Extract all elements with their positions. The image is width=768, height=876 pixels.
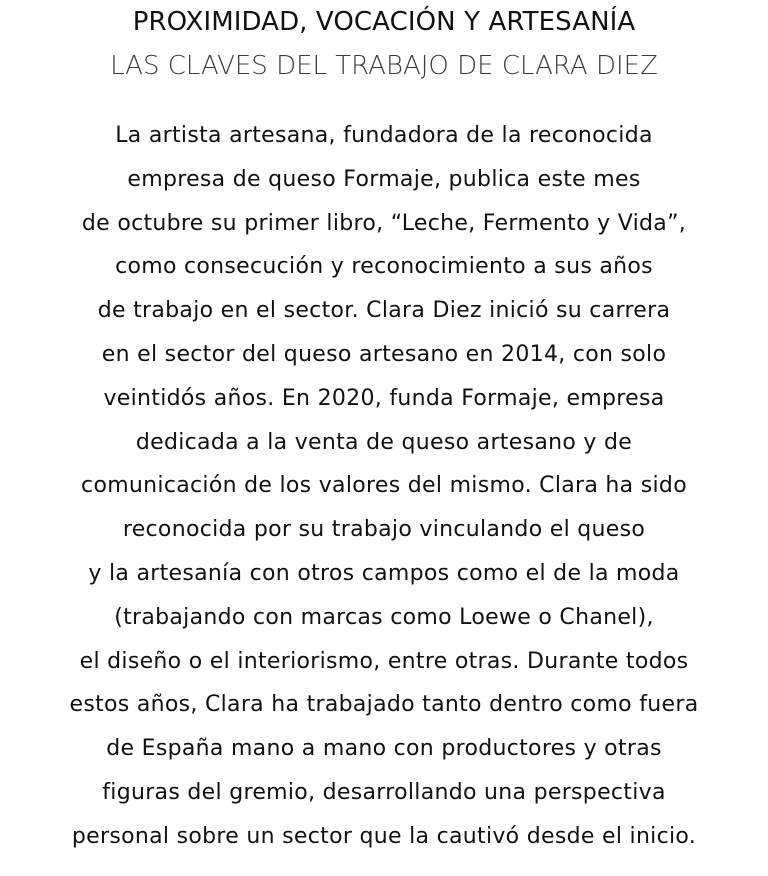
article-title: PROXIMIDAD, VOCACIÓN Y ARTESANÍA — [132, 7, 636, 37]
body-line: y la artesanía con otros campos como el de la moda — [88, 560, 680, 586]
body-line: de España mano a mano con productores y otras — [106, 736, 662, 762]
body-line: figuras del gremio, desarrollando una perspectiva — [102, 779, 666, 805]
body-line: La artista artesana, fundadora de la reconocida — [115, 123, 653, 148]
body-line: veintidós años. En 2020, funda Formaje, empresa — [103, 385, 665, 411]
article-body — [0, 114, 768, 859]
body-line: personal sobre un sector que la cautivó desde el inicio. — [71, 823, 697, 849]
body-line: reconocida por su trabajo vinculando el queso — [122, 517, 646, 543]
body-line: de trabajo en el sector. Clara Diez inició su carrera — [97, 298, 671, 324]
body-line: como consecución y reconocimiento a sus años — [115, 254, 653, 280]
article-subtitle: LAS CLAVES DEL TRABAJO DE CLARA DIEZ — [110, 51, 658, 81]
body-line: estos años, Clara ha trabajado tanto dentro como fuera — [69, 692, 699, 718]
body-line: comunicación de los valores del mismo. Clara ha sido — [81, 473, 687, 499]
body-line: empresa de queso Formaje, publica este mes — [127, 166, 641, 192]
body-line: de octubre su primer libro, “Leche, Fermento y Vida”, — [81, 210, 687, 236]
body-line: (trabajando con marcas como Loewe o Chanel), — [114, 604, 654, 630]
body-line: en el sector del queso artesano en 2014, con solo — [101, 341, 667, 367]
body-line: el diseño o el interiorismo, entre otras. Durante todos — [79, 648, 689, 674]
body-line: dedicada a la venta de queso artesano y de — [135, 429, 633, 455]
